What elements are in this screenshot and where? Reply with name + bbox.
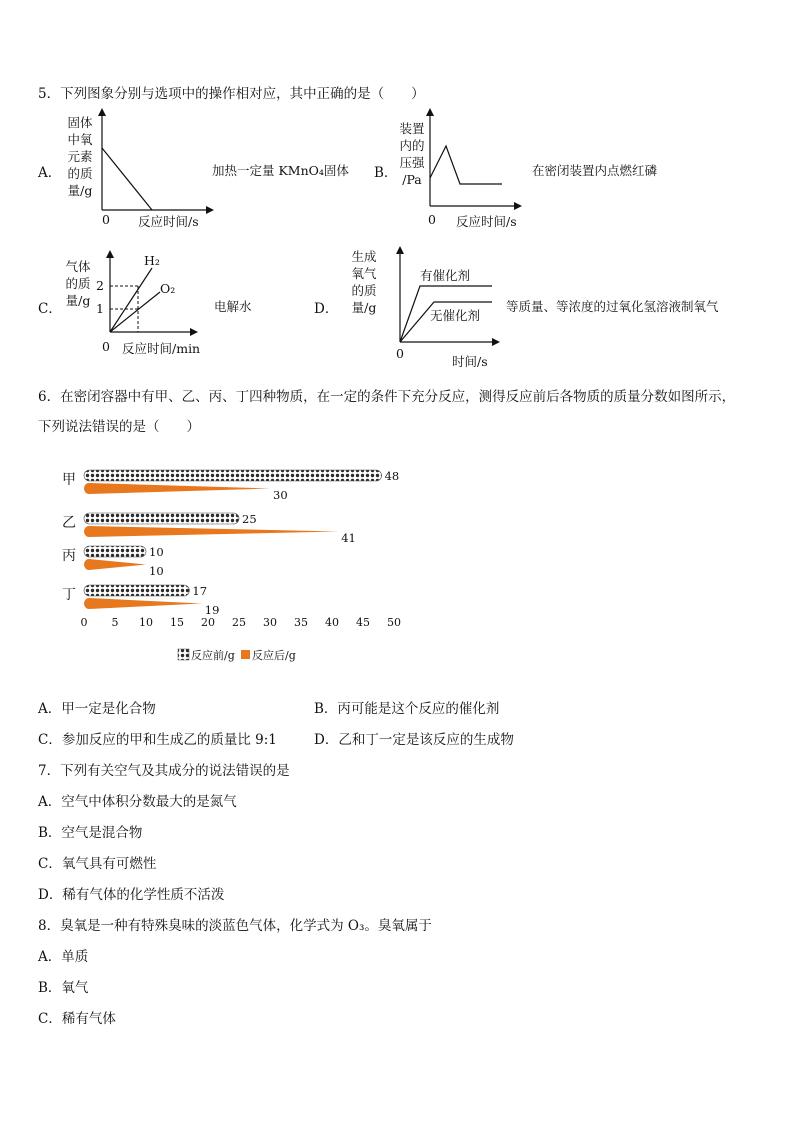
q5c-ylabel-line: 量/g [65, 293, 91, 308]
q5c-ylabel-line: 的质 [65, 276, 91, 291]
q5d-ylabel [346, 248, 382, 316]
q5c-origin: 0 [102, 339, 110, 354]
q5a-ylabel-line: 中氧 [67, 132, 93, 147]
q5a-ylabel-line: 的质 [67, 166, 93, 181]
q8-option-c: C．稀有气体 [38, 1011, 116, 1027]
q7-option-a: A．空气中体积分数最大的是氮气 [38, 794, 237, 810]
q5b-xlabel: 反应时间/s [456, 214, 517, 229]
bar-after [84, 483, 270, 494]
q6-stem-line1: 6．在密闭容器中有甲、乙、丙、丁四种物质，在一定的条件下充分反应，测得反应前后各物质的质量分数如图所示， [38, 389, 736, 405]
category-label: 丁 [62, 587, 76, 603]
q8-stem: 8．臭氧是一种有特殊臭味的淡蓝色气体，化学式为 O₃。臭氧属于 [38, 918, 432, 934]
q6-bar-chart [50, 458, 430, 668]
q5c-xlabel: 反应时间/min [122, 341, 201, 356]
x-tick-label: 20 [201, 616, 215, 629]
q5d-label-without: 无催化剂 [430, 308, 481, 323]
q5d-xlabel: 时间/s [452, 354, 488, 369]
q5b-x-arrow [514, 202, 522, 210]
bar-before [84, 585, 189, 596]
q7-option-b: B．空气是混合物 [38, 825, 143, 841]
x-tick-label: 30 [263, 616, 277, 629]
q5a-desc: 加热一定量 KMnO₄固体 [212, 163, 349, 178]
q5c-ylabel-line: 气体 [65, 259, 91, 274]
category-label: 丙 [62, 548, 76, 564]
q7-stem: 7．下列有关空气及其成分的说法错误的是 [38, 763, 290, 779]
x-tick-label: 0 [80, 616, 88, 629]
q5b-ylabel-line: 内的 [399, 138, 425, 153]
q5d-y-arrow [396, 246, 404, 254]
q5b-ylabel-line: 压强 [399, 155, 425, 170]
q5d-ylabel-line: 氧气 [351, 266, 377, 281]
q5a-origin: 0 [102, 212, 110, 227]
q7-option-c: C．氧气具有可燃性 [38, 856, 157, 872]
q5c-line-h2 [110, 268, 152, 332]
value-label-before: 48 [384, 469, 400, 483]
legend-swatch-after [241, 650, 250, 659]
value-label-before: 10 [149, 545, 164, 559]
q6-option-c: C．参加反应的甲和生成乙的质量比 9:1 [38, 732, 277, 748]
q5d-origin: 0 [396, 346, 404, 361]
category-label: 乙 [62, 515, 76, 531]
q8-option-b: B．氧气 [38, 980, 89, 996]
q5d-label-with: 有催化剂 [420, 268, 471, 283]
x-tick-label: 45 [356, 616, 370, 629]
q5b-ylabel-line: 装置 [399, 121, 425, 136]
bar-after [84, 526, 338, 537]
x-tick-label: 5 [111, 616, 119, 629]
q5c-tick-1: 1 [96, 301, 104, 316]
q5a-graph [96, 108, 216, 218]
q5c-tick-2: 2 [96, 278, 104, 293]
q7-option-d: D．稀有气体的化学性质不活泼 [38, 887, 225, 903]
bar-before [84, 513, 239, 524]
q5a-y-arrow [98, 108, 106, 116]
bar-after [84, 598, 202, 609]
q5-option-a-letter: A． [38, 165, 62, 181]
value-label-after: 41 [341, 531, 356, 545]
x-tick-label: 25 [232, 616, 246, 629]
value-label-after: 10 [149, 564, 164, 578]
q5a-ylabel-line: 元素 [67, 149, 93, 164]
q5d-graph [392, 246, 504, 350]
q5d-x-arrow [492, 338, 500, 346]
q6-stem-line2: 下列说法错误的是（ ） [38, 419, 200, 435]
q5c-line-o2 [110, 292, 160, 332]
q5c-desc: 电解水 [214, 299, 252, 314]
q6-option-d: D．乙和丁一定是该反应的生成物 [314, 732, 514, 748]
q5d-ylabel-line: 的质 [351, 283, 377, 298]
q8-option-a: A．单质 [38, 949, 89, 965]
q5c-ylabel [60, 258, 96, 309]
q5-option-b-letter: B． [374, 165, 398, 181]
value-label-before: 25 [242, 512, 257, 526]
q5-stem: 5．下列图象分别与选项中的操作相对应，其中正确的是（ ） [38, 86, 425, 102]
legend-label-after: 反应后/g [252, 649, 296, 662]
legend-swatch-before [178, 649, 189, 660]
bar-before [84, 546, 146, 557]
q5b-y-arrow [426, 108, 434, 116]
q5-option-c-letter: C． [38, 301, 62, 317]
q5d-desc: 等质量、等浓度的过氧化氢溶液制氧气 [506, 299, 719, 314]
q5a-line [102, 148, 152, 210]
x-tick-label: 35 [294, 616, 308, 629]
q5d-ylabel-line: 生成 [351, 249, 377, 264]
legend-label-before: 反应前/g [191, 649, 235, 662]
q5a-ylabel [62, 114, 98, 199]
q5a-ylabel-line: 量/g [67, 183, 93, 198]
category-label: 甲 [62, 472, 76, 488]
q5a-ylabel-line: 固体 [67, 115, 93, 130]
q5c-x-arrow [190, 328, 198, 336]
q5b-origin: 0 [428, 212, 436, 227]
value-label-after: 19 [204, 603, 220, 617]
x-tick-label: 50 [387, 616, 401, 629]
q5c-label-o2: O₂ [160, 281, 176, 296]
q6-option-b: B．丙可能是这个反应的催化剂 [314, 701, 500, 717]
q5b-desc: 在密闭装置内点燃红磷 [532, 163, 658, 178]
q5c-y-arrow [106, 250, 114, 258]
x-tick-label: 10 [139, 616, 153, 629]
bar-before [84, 470, 382, 481]
q5a-x-arrow [206, 206, 214, 214]
q5a-xlabel: 反应时间/s [138, 214, 199, 229]
value-label-before: 17 [192, 584, 208, 598]
q6-option-a: A．甲一定是化合物 [38, 701, 156, 717]
value-label-after: 30 [273, 488, 288, 502]
q5b-ylabel-line: /Pa [402, 172, 422, 187]
q5b-graph [424, 108, 524, 212]
q5-option-d-letter: D． [314, 301, 339, 317]
q5c-label-h2: H₂ [144, 253, 160, 268]
x-tick-label: 15 [170, 616, 184, 629]
bar-after [84, 559, 146, 570]
q5d-ylabel-line: 量/g [351, 300, 377, 315]
x-tick-label: 40 [325, 616, 339, 629]
q5b-line [430, 146, 502, 184]
